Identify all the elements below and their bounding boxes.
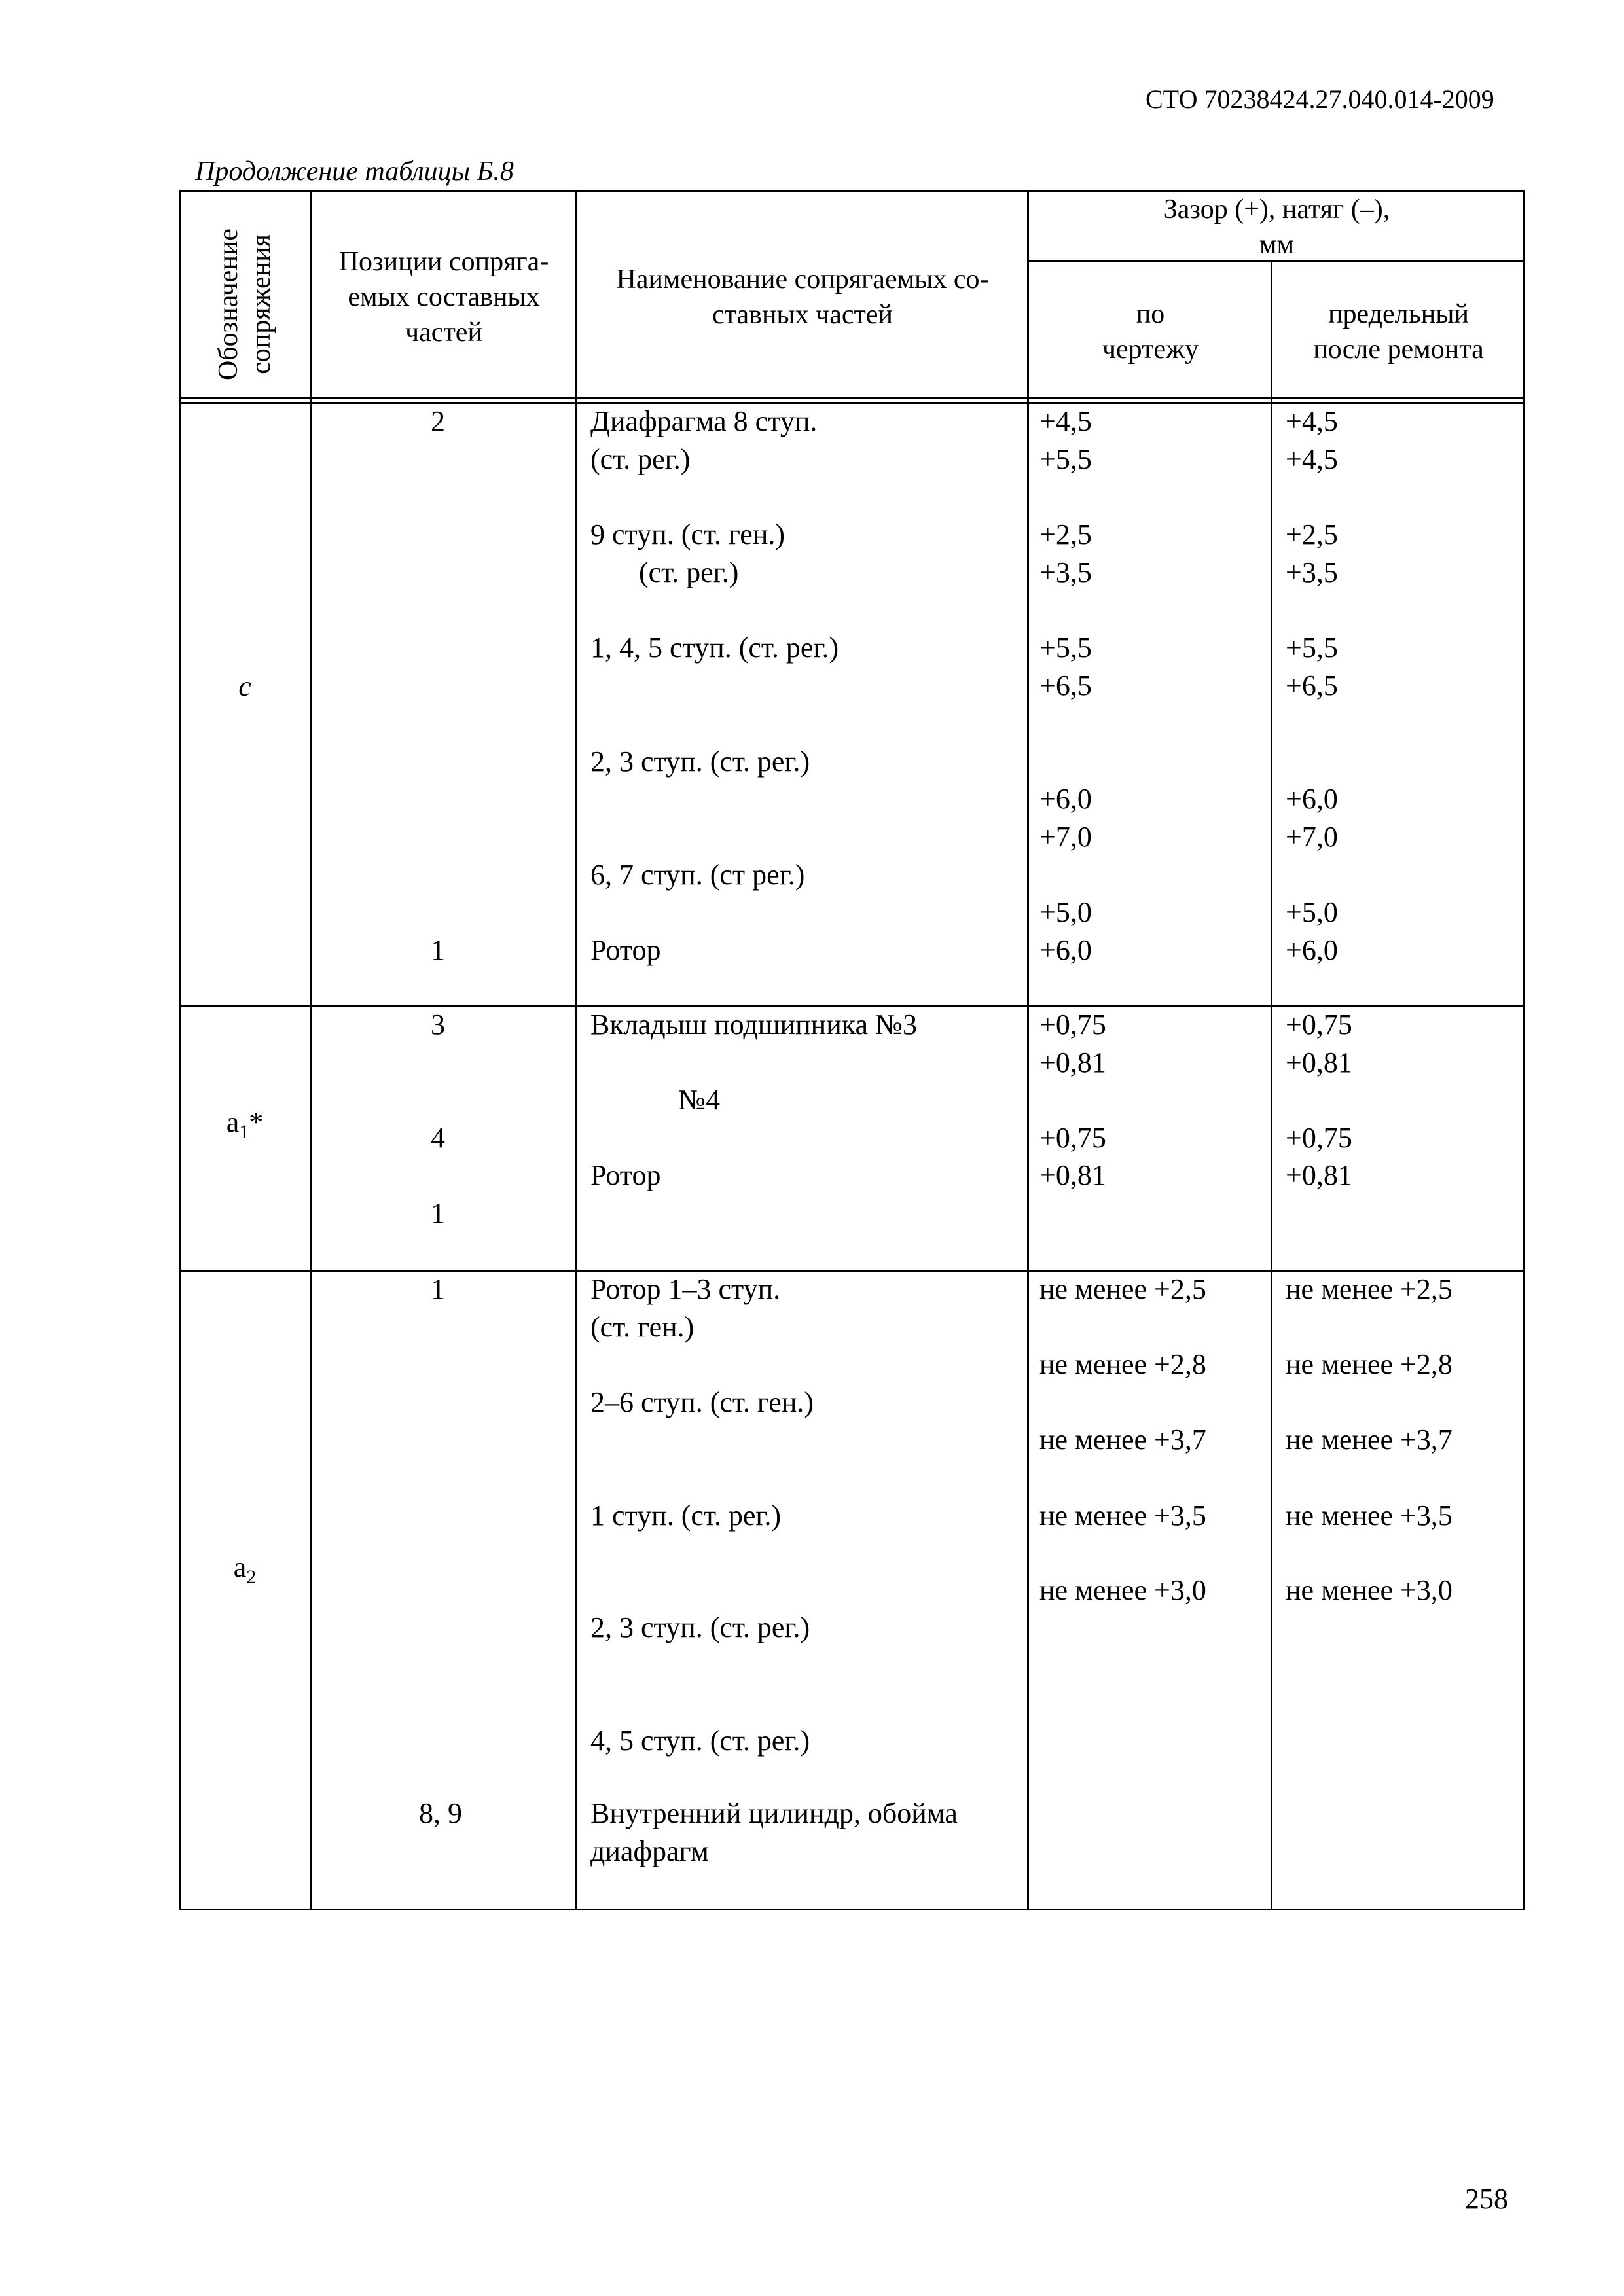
by-drawing-value: +7,0 — [1039, 821, 1092, 853]
name-cell: 2, 3 ступ. (ст. рег.) — [590, 745, 810, 778]
header-gap-line: мм — [1259, 230, 1295, 260]
name-cell: (ст. рег.) — [590, 443, 691, 475]
name-cell: 2–6 ступ. (ст. ген.) — [590, 1386, 814, 1418]
by-drawing-value: +5,5 — [1039, 632, 1092, 664]
designation-a2 — [179, 1549, 310, 1596]
header-by-drawing-line: чертежу — [1102, 334, 1199, 365]
name-cell: Внутренний цилиндр, обойма — [590, 1797, 958, 1829]
designation-a1 — [179, 1103, 310, 1151]
name-cell: 1, 4, 5 ступ. (ст. рег.) — [590, 632, 839, 664]
after-repair-value: +6,0 — [1286, 783, 1338, 815]
after-repair-value: не менее +2,5 — [1286, 1273, 1453, 1305]
name-cell: №4 — [678, 1084, 720, 1116]
name-cell: 4, 5 ступ. (ст. рег.) — [590, 1725, 810, 1757]
after-repair-value: +3,5 — [1286, 556, 1338, 588]
position-cell: 1 — [431, 1197, 445, 1229]
position-cell: 4 — [431, 1122, 445, 1154]
after-repair-value: +7,0 — [1286, 821, 1338, 853]
name-cell: Диафрагма 8 ступ. — [590, 405, 818, 437]
name-cell: 6, 7 ступ. (ст рег.) — [590, 859, 805, 891]
header-positions — [313, 244, 575, 350]
position-cell: 2 — [431, 405, 445, 437]
after-repair-value: +4,5 — [1286, 443, 1338, 475]
header-positions-line: Позиции сопряга- — [338, 247, 549, 277]
after-repair-value: +0,75 — [1286, 1009, 1352, 1041]
by-drawing-value: +5,0 — [1039, 896, 1092, 928]
position-cell: 1 — [431, 934, 445, 966]
after-repair-value: не менее +3,0 — [1286, 1574, 1453, 1606]
header-name — [578, 262, 1027, 332]
after-repair-value: +0,81 — [1286, 1159, 1352, 1191]
document-code: СТО 70238424.27.040.014-2009 — [1146, 84, 1494, 114]
by-drawing-value: не менее +3,5 — [1039, 1499, 1206, 1532]
header-name-line: Наименование сопрягаемых со- — [616, 264, 989, 295]
header-by-drawing — [1030, 296, 1271, 367]
name-cell: Вкладыш подшипника №3 — [590, 1009, 917, 1041]
designation-suffix: * — [249, 1106, 264, 1138]
name-cell: 9 ступ. (ст. ген.) — [590, 518, 785, 550]
designation-subscript: 2 — [246, 1566, 257, 1588]
position-cell: 1 — [431, 1273, 445, 1305]
header-designation-line: Обозначение — [213, 228, 244, 381]
header-gap-line: Зазор (+), натяг (–), — [1163, 194, 1390, 224]
by-drawing-value: +0,75 — [1039, 1009, 1106, 1041]
after-repair-value: +5,5 — [1286, 632, 1338, 664]
by-drawing-value: не менее +2,8 — [1039, 1348, 1206, 1380]
name-cell: Ротор — [590, 934, 661, 966]
designation-subscript: 1 — [239, 1121, 249, 1143]
by-drawing-value: +4,5 — [1039, 405, 1092, 437]
position-cell: 3 — [431, 1009, 445, 1041]
header-gap-group — [1030, 192, 1523, 262]
designation-letter: а — [233, 1551, 247, 1583]
after-repair-value: +0,75 — [1286, 1122, 1352, 1154]
name-cell: 2, 3 ступ. (ст. рег.) — [590, 1611, 810, 1643]
by-drawing-value: не менее +3,7 — [1039, 1424, 1206, 1456]
table-caption: Продолжение таблицы Б.8 — [195, 156, 514, 187]
name-cell: диафрагм — [590, 1835, 709, 1867]
after-repair-value: +2,5 — [1286, 518, 1338, 550]
after-repair-value: не менее +3,5 — [1286, 1499, 1453, 1532]
by-drawing-value: +2,5 — [1039, 518, 1092, 550]
name-cell: Ротор — [590, 1159, 661, 1191]
by-drawing-value: +3,5 — [1039, 556, 1092, 588]
name-cell: (ст. ген.) — [590, 1311, 695, 1343]
by-drawing-value: +0,81 — [1039, 1159, 1106, 1191]
designation-c: с — [238, 670, 251, 702]
position-cell: 8, 9 — [419, 1797, 462, 1829]
after-repair-value: не менее +2,8 — [1286, 1348, 1453, 1380]
by-drawing-value: +0,75 — [1039, 1122, 1106, 1154]
by-drawing-value: +6,0 — [1039, 783, 1092, 815]
header-positions-line: емых составных — [348, 282, 540, 312]
after-repair-value: +4,5 — [1286, 405, 1338, 437]
header-after-repair — [1274, 296, 1523, 367]
designation-letter: а — [226, 1106, 240, 1138]
by-drawing-value: не менее +2,5 — [1039, 1273, 1206, 1305]
after-repair-value: +0,81 — [1286, 1047, 1352, 1079]
header-positions-line: частей — [405, 317, 482, 348]
header-name-line: ставных частей — [712, 300, 893, 330]
after-repair-value: +6,5 — [1286, 670, 1338, 702]
by-drawing-value: +6,0 — [1039, 934, 1092, 966]
by-drawing-value: +5,5 — [1039, 443, 1092, 475]
after-repair-value: +5,0 — [1286, 896, 1338, 928]
header-after-repair-line: после ремонта — [1313, 334, 1484, 365]
header-designation-line: сопряжения — [246, 234, 276, 374]
header-after-repair-line: предельный — [1328, 299, 1469, 329]
name-cell: (ст. рег.) — [639, 556, 739, 588]
by-drawing-value: +0,81 — [1039, 1047, 1106, 1079]
header-designation — [212, 209, 278, 399]
page-number: 258 — [1465, 2183, 1508, 2215]
after-repair-value: +6,0 — [1286, 934, 1338, 966]
header-by-drawing-line: по — [1136, 299, 1165, 329]
by-drawing-value: +6,5 — [1039, 670, 1092, 702]
name-cell: Ротор 1–3 ступ. — [590, 1273, 781, 1305]
by-drawing-value: не менее +3,0 — [1039, 1574, 1206, 1606]
name-cell: 1 ступ. (ст. рег.) — [590, 1499, 782, 1532]
after-repair-value: не менее +3,7 — [1286, 1424, 1453, 1456]
